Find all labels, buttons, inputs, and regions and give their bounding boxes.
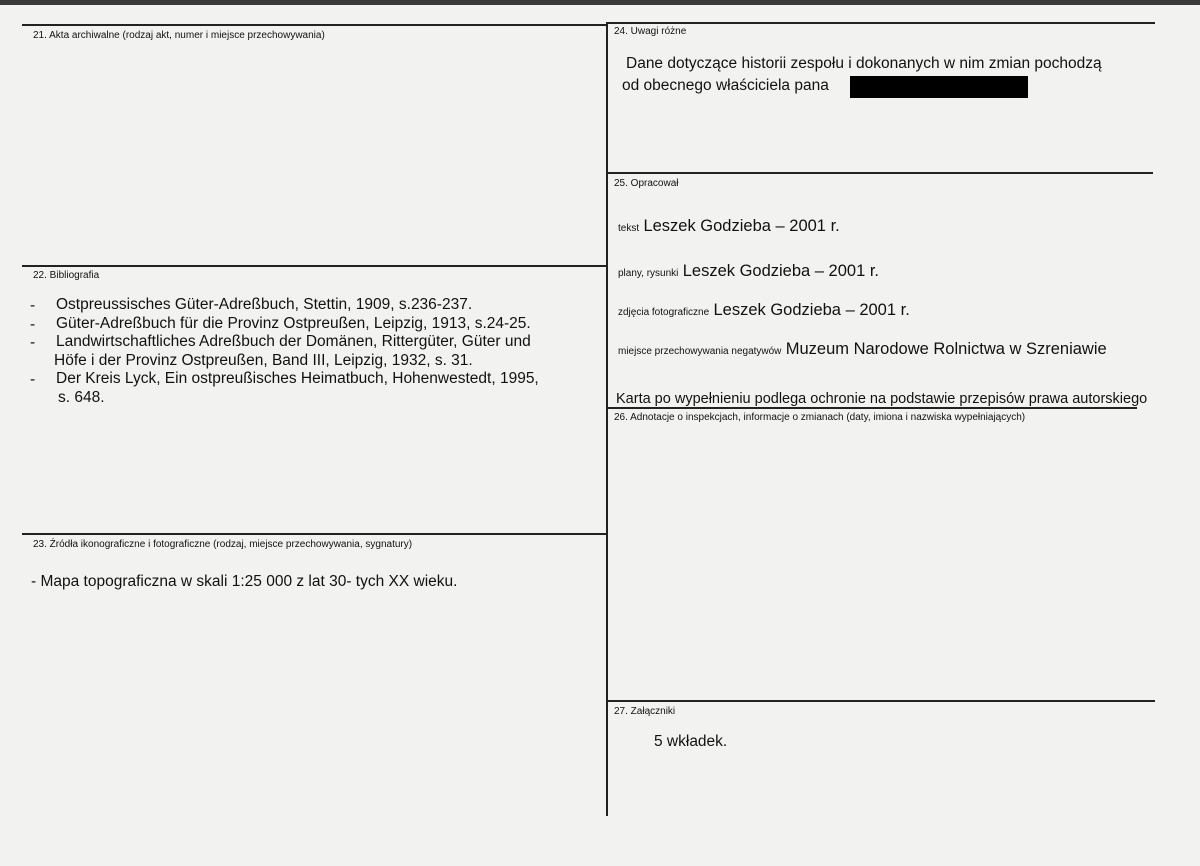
bibliography-item: - Der Kreis Lyck, Ein ostpreußisches Heimatbuch, Hohenwestedt, 1995, s. 648. <box>30 370 539 406</box>
bibliography-item: - Ostpreussisches Güter-Adreßbuch, Stettin, 1909, s.236-237. <box>30 296 473 314</box>
section-21-label: 21. Akta archiwalne (rodzaj akt, numer i miejsce przechowywania) <box>33 30 325 41</box>
author-row-plans: plany, rysunki Leszek Godzieba – 2001 r. <box>618 262 880 280</box>
redaction-box <box>850 76 1028 98</box>
copyright-notice: Karta po wypełnieniu podlega ochronie na podstawie przepisów prawa autorskiego <box>616 391 1148 407</box>
scan-edge <box>0 0 1200 5</box>
center-divider <box>606 22 608 816</box>
author-row-photos: zdjęcia fotograficzne Leszek Godzieba – 2001 r. <box>618 301 910 319</box>
section-27-text: 5 wkładek. <box>654 733 728 750</box>
divider-22-top <box>22 265 607 267</box>
section-24-line2: od obecnego właściciela pana <box>622 77 829 94</box>
author-row-negatives: miejsce przechowywania negatywów Muzeum Narodowe Rolnictwa w Szreniawie <box>618 340 1107 358</box>
section-24-label: 24. Uwagi różne <box>614 26 687 37</box>
bibliography-list <box>30 296 539 407</box>
section-27-label: 27. Załączniki <box>614 706 676 717</box>
divider-27-top <box>607 700 1155 702</box>
author-row-text: tekst Leszek Godzieba – 2001 r. <box>618 217 840 235</box>
section-22-label: 22. Bibliografia <box>33 270 100 281</box>
section-25-label: 25. Opracował <box>614 178 679 189</box>
divider-24-top <box>607 22 1155 24</box>
divider-23-top <box>22 533 607 535</box>
bibliography-item: - Landwirtschaftliches Adreßbuch der Domänen, Rittergüter, Güter und Höfe i der Provinz Ostpreußen, Band III, Leipzig, 1932, s. 31. <box>30 333 531 369</box>
section-23-label: 23. Źródła ikonograficzne i fotograficzne (rodzaj, miejsce przechowywania, sygnatury) <box>33 539 413 550</box>
bibliography-item: - Güter-Adreßbuch für die Provinz Ostpreußen, Leipzig, 1913, s.24-25. <box>30 314 531 333</box>
divider-25-top <box>607 172 1153 174</box>
section-23-text: - Mapa topograficzna w skali 1:25 000 z lat 30- tych XX wieku. <box>31 573 458 590</box>
divider-21-top <box>22 24 607 26</box>
section-26-label: 26. Adnotacje o inspekcjach, informacje o zmianach (daty, imiona i nazwiska wypełniających) <box>614 412 1026 423</box>
section-24-line1: Dane dotyczące historii zespołu i dokonanych w nim zmian pochodzą <box>626 55 1102 72</box>
